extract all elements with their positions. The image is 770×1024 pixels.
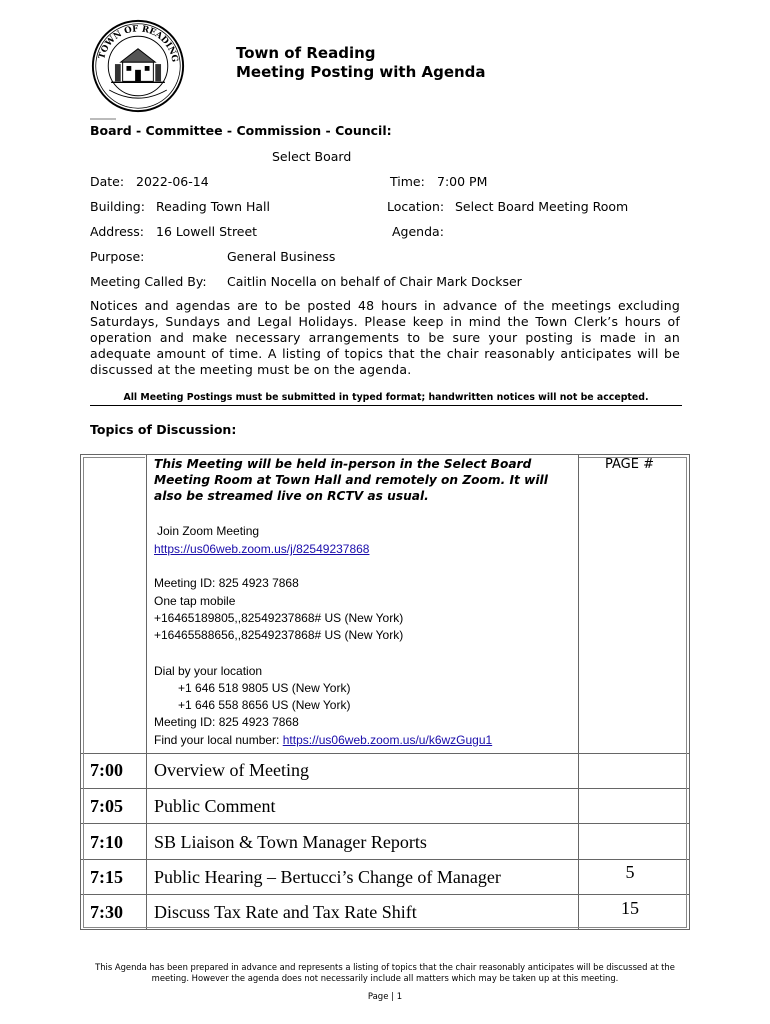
agenda-time: 7:30: [90, 902, 123, 922]
agenda-item: Public Hearing – Bertucci’s Change of Manager: [154, 867, 501, 887]
agenda-time: 7:00: [90, 760, 123, 780]
one-tap-number: +16465588656,,82549237868# US (New York): [154, 628, 404, 642]
table-column-divider: [578, 455, 579, 929]
town-seal-logo: [90, 18, 186, 114]
location-value: Select Board Meeting Room: [455, 199, 629, 214]
table-row-divider: [81, 788, 689, 789]
agenda-time: 7:10: [90, 832, 123, 852]
seal-caption-mark: [90, 118, 116, 120]
date-value: 2022-06-14: [136, 174, 209, 189]
meeting-id: Meeting ID: 825 4923 7868: [154, 576, 299, 590]
inner-border: [83, 457, 84, 927]
inner-border: [686, 457, 687, 927]
purpose-label: Purpose:: [90, 249, 145, 264]
svg-text:TOWN OF READING: TOWN OF READING: [97, 24, 180, 64]
meeting-format-intro: This Meeting will be held in-person in the Select Board Meeting Room at Town Hall and remotely on Zoom. It will also be streamed live on RCTV as usual.: [154, 457, 548, 503]
find-local-number: [154, 733, 492, 747]
agenda-time: 7:15: [90, 867, 123, 887]
dial-label: Dial by your location: [154, 664, 263, 678]
dial-number: +1 646 518 9805 US (New York): [178, 681, 351, 695]
table-row-divider: [81, 859, 689, 860]
purpose-value: General Business: [227, 249, 336, 264]
location-label: Location:: [387, 199, 445, 214]
inner-border: [83, 927, 687, 928]
called-by-value: Caitlin Nocella on behalf of Chair Mark Dockser: [227, 274, 522, 289]
zoom-join-link[interactable]: https://us06web.zoom.us/j/82549237868: [154, 542, 370, 556]
typed-format-notice: All Meeting Postings must be submitted in typed format; handwritten notices will not be accepted.: [90, 392, 682, 406]
topics-heading: Topics of Discussion:: [90, 422, 237, 437]
agenda-item: Discuss Tax Rate and Tax Rate Shift: [154, 902, 417, 922]
document-title: Town of Reading: [236, 44, 376, 62]
page-number: Page | 1: [367, 992, 403, 1002]
meeting-id: Meeting ID: 825 4923 7868: [154, 715, 299, 729]
join-zoom-label: Join Zoom Meeting: [157, 524, 260, 538]
table-row-divider: [81, 823, 689, 824]
page-column-header: PAGE #: [605, 457, 654, 472]
one-tap-number: +16465189805,,82549237868# US (New York): [154, 611, 404, 625]
agenda-disclaimer: This Agenda has been prepared in advance and represents a listing of topics that the chair reasonably anticipates will be discussed at the meeting. However the agenda does not necessarily include all matters which may be taken up at this meeting.: [95, 962, 675, 983]
agenda-page: 15: [621, 898, 639, 918]
table-row-divider: [81, 894, 689, 895]
board-label: Board - Committee - Commission - Council:: [90, 123, 392, 138]
one-tap-label: One tap mobile: [154, 594, 236, 608]
building-value: Reading Town Hall: [156, 199, 270, 214]
date-label: Date:: [90, 174, 125, 189]
address-value: 16 Lowell Street: [156, 224, 258, 239]
dial-number: +1 646 558 8656 US (New York): [178, 698, 351, 712]
agenda-page: 5: [625, 862, 635, 882]
time-label: Time:: [390, 174, 425, 189]
agenda-item: Public Comment: [154, 796, 276, 816]
find-local-label: Find your local number:: [154, 733, 280, 747]
building-label: Building:: [90, 199, 145, 214]
posting-notice-paragraph: Notices and agendas are to be posted 48 hours in advance of the meetings excluding Saturdays, Sundays and Legal Holidays. Please keep in mind the Town Clerk’s hours of operation and make necessary arrangements to be sure your posting is made in an adequate amount of time. A listing of topics that the chair reasonably anticipates will be discussed at the meeting must be on the agenda.: [90, 298, 680, 377]
time-value: 7:00 PM: [437, 174, 488, 189]
inner-border: [83, 457, 145, 458]
board-value: Select Board: [272, 149, 352, 164]
document-subtitle: Meeting Posting with Agenda: [236, 63, 486, 81]
agenda-item: SB Liaison & Town Manager Reports: [154, 832, 427, 852]
table-column-divider: [146, 455, 147, 929]
zoom-local-number-link[interactable]: https://us06web.zoom.us/u/k6wzGugu1: [282, 733, 493, 747]
called-by-label: Meeting Called By:: [90, 274, 207, 289]
agenda-item: Overview of Meeting: [154, 760, 309, 780]
agenda-label: Agenda:: [392, 224, 444, 239]
address-label: Address:: [90, 224, 144, 239]
table-row-divider: [81, 753, 689, 754]
agenda-time: 7:05: [90, 796, 123, 816]
